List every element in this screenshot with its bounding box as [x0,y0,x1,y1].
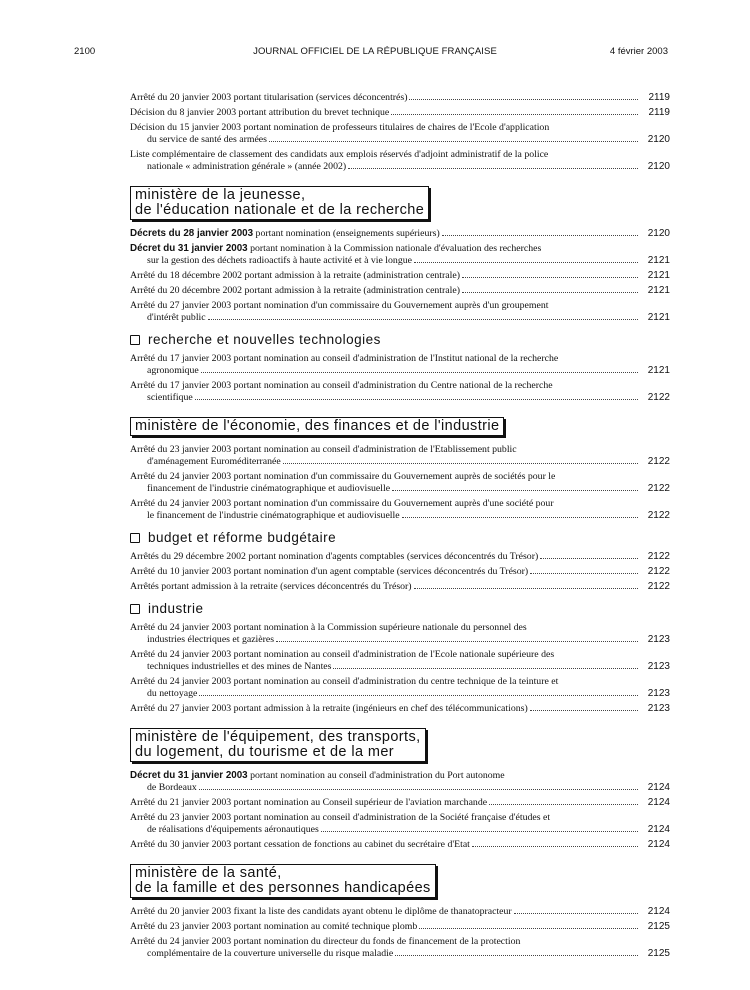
ministry-heading [130,864,436,898]
ministry-heading-line: du logement, du tourisme et de la mer [135,744,395,760]
entry-page-number: 2125 [647,948,670,959]
entry-title [130,703,642,715]
toc-entry[interactable] [130,444,670,468]
entry-line-text: du service de santé des armées [147,134,267,145]
entry-title [130,936,642,960]
ministry-heading [130,186,429,220]
entry-title [130,622,642,646]
entry-page-number: 2120 [647,134,670,145]
entry-page-number: 2121 [647,312,670,323]
entry-line-text: techniques industrielles et des mines de Nantes [147,661,332,672]
entry-page-number: 2122 [647,581,670,592]
entry-line-text: d'aménagement Euroméditerranée [147,456,281,467]
page-number: 2100 [74,46,96,57]
entry-page-number: 2123 [647,703,670,714]
entry-title [130,122,642,146]
entry-line [130,107,642,119]
toc-entry[interactable] [130,498,670,522]
entry-page-number: 2124 [647,824,670,835]
entry-line-text: scientifique [147,392,193,403]
entry-line [130,649,642,661]
ministry-heading-wrap [130,407,670,444]
entry-line [130,312,642,324]
entry-line [130,380,642,392]
entry-page-number: 2119 [648,107,670,118]
toc-entry[interactable] [130,471,670,495]
entry-line-text: Arrêté du 24 janvier 2003 portant nomination à la Commission supérieure nationale du personnel des [130,622,527,633]
entry-page-number: 2122 [647,392,670,403]
entry-line-text: Arrêtés du 29 décembre 2002 portant nomination d'agents comptables (services déconcentrés du Trésor) [130,551,539,562]
entry-line-rest: portant nomination (enseignements supérieurs) [253,228,440,239]
entry-title [130,270,642,282]
toc-entry[interactable] [130,797,670,809]
entry-line [130,353,642,365]
entry-line-text: Arrêté du 23 janvier 2003 portant nomination au comité technique plomb [130,921,418,932]
entry-line [130,551,642,563]
dot-leader [208,319,638,320]
entry-line [130,456,642,468]
entry-line [130,936,642,948]
entry-line-text: Arrêté du 30 janvier 2003 portant cessation de fonctions au cabinet du secrétaire d'Etat [130,839,470,850]
dot-leader [489,804,638,805]
entry-line-text: Arrêté du 23 janvier 2003 portant nomination au conseil d'administration de la Société française d'études et [130,812,551,823]
dot-leader [409,99,638,100]
entry-line-text [130,243,541,255]
dot-leader [199,789,638,790]
toc-entry[interactable] [130,551,670,563]
entry-line [130,824,642,836]
dot-leader [402,517,638,518]
entry-page-number: 2124 [647,797,670,808]
toc-entry[interactable] [130,228,670,240]
toc-entry[interactable] [130,285,670,297]
toc-entry[interactable] [130,770,670,794]
entry-title [130,285,642,297]
entry-page-number: 2121 [647,365,670,376]
entry-line [130,581,642,593]
entry-line-text: du nettoyage [147,688,198,699]
entry-title [130,839,642,851]
entry-title [130,300,642,324]
ministry-heading-line: ministère de la santé, [135,865,282,881]
entry-line-text: Décision du 8 janvier 2003 portant attribution du brevet technique [130,107,390,118]
journal-title: JOURNAL OFFICIEL DE LA RÉPUBLIQUE FRANÇAISE [253,46,497,57]
toc-entry[interactable] [130,380,670,404]
entry-line-text: de Bordeaux [147,782,197,793]
entry-line-text: Arrêté du 10 janvier 2003 portant nomination d'un agent comptable (services déconcentrés du Trésor) [130,566,529,577]
toc-entry[interactable] [130,243,670,267]
entry-line [130,812,642,824]
entry-line [130,270,642,282]
entry-line-text: d'intérêt public [147,312,206,323]
ministry-heading [130,417,504,436]
entry-line [130,661,642,673]
toc-entry[interactable] [130,566,670,578]
toc-entry[interactable] [130,353,670,377]
dot-leader [333,668,638,669]
entry-title [130,551,642,563]
dot-leader [391,114,638,115]
entry-line [130,839,642,851]
entry-page-number: 2122 [647,456,670,467]
sub-section-title: budget et réforme budgétaire [148,530,337,545]
entry-line [130,483,642,495]
dot-leader [392,490,638,491]
toc-entry[interactable] [130,676,670,700]
entry-line [130,797,642,809]
entry-line [130,243,642,255]
toc-entry[interactable] [130,622,670,646]
dot-leader [276,641,638,642]
dot-leader [321,831,638,832]
entry-line [130,122,642,134]
entry-title [130,107,642,119]
toc-entry[interactable] [130,812,670,836]
entry-title [130,353,642,377]
dot-leader [530,573,638,574]
entry-page-number: 2124 [647,782,670,793]
entry-line [130,285,642,297]
entry-line-text: Arrêté du 20 janvier 2003 fixant la liste des candidats ayant obtenu le diplôme de thanatopracteur [130,906,512,917]
entry-page-number: 2125 [647,921,670,932]
entry-line [130,782,642,794]
entry-title [130,649,642,673]
entry-line-text: Arrêté du 18 décembre 2002 portant admission à la retraite (administration centrale) [130,270,460,281]
sub-section-title: industrie [148,601,204,616]
entry-line [130,92,642,104]
checkbox-square-icon [130,533,140,543]
ministry-heading-line: de la famille et des personnes handicapées [135,880,431,896]
dot-leader [283,463,638,464]
ministry-heading-wrap [130,176,670,228]
entry-title [130,566,642,578]
entry-line-text: Arrêté du 17 janvier 2003 portant nomination au conseil d'administration du Centre national de la recherche [130,380,553,391]
entry-line-text: Arrêté du 23 janvier 2003 portant nomination au conseil d'administration de l'Etablissement public [130,444,517,455]
entry-line-text: Arrêté du 24 janvier 2003 portant nomination d'un commissaire du Gouvernement auprès d'une société pour [130,498,554,509]
ministry-heading [130,728,426,762]
entry-page-number: 2123 [647,661,670,672]
ministry-heading-wrap [130,854,670,906]
dot-leader [199,695,638,696]
entry-line [130,471,642,483]
entry-page-number: 2122 [647,510,670,521]
entry-line-text: financement de l'industrie cinématographique et audiovisuelle [147,483,391,494]
sub-section-heading [130,332,670,347]
dot-leader [514,913,638,914]
sub-section-title: recherche et nouvelles technologies [148,332,381,347]
ministry-heading-wrap [130,718,670,770]
ministry-heading-line: ministère de l'économie, des finances et de l'industrie [135,418,500,434]
entry-title [130,676,642,700]
entry-page-number: 2124 [647,906,670,917]
entry-line-text: nationale « administration générale » (année 2002) [147,161,347,172]
ministry-heading-line: ministère de l'équipement, des transports, [135,729,421,745]
entry-line [130,161,642,173]
entry-line [130,921,642,933]
entry-line [130,948,642,960]
toc-entry[interactable] [130,270,670,282]
checkbox-square-icon [130,335,140,345]
entry-line-text: Arrêté du 21 janvier 2003 portant nomination au Conseil supérieur de l'aviation marchande [130,797,488,808]
entry-line-text: Arrêté du 27 janvier 2003 portant admission à la retraite (ingénieurs en chef des télécommunications) [130,703,528,714]
entry-line-text: Arrêté du 24 janvier 2003 portant nomination d'un commissaire du Gouvernement auprès de sociétés pour le [130,471,556,482]
toc-entry[interactable] [130,122,670,146]
entry-title [130,770,642,794]
entry-line-text [130,228,440,240]
toc-entry[interactable] [130,149,670,173]
entry-line [130,622,642,634]
entry-bold-lead: Décret du 31 janvier 2003 [130,243,248,254]
entry-line-text: Arrêté du 24 janvier 2003 portant nomination au conseil d'administration de l'Ecole nationale supérieure des [130,649,555,660]
entry-page-number: 2123 [647,688,670,699]
entry-line-text: complémentaire de la couverture universelle du risque maladie [147,948,394,959]
dot-leader [414,262,638,263]
dot-leader [195,399,638,400]
entry-title [130,921,642,933]
dot-leader [442,235,638,236]
toc-entry[interactable] [130,300,670,324]
entry-bold-lead: Décret du 31 janvier 2003 [130,770,248,781]
entry-bold-lead: Décrets du 28 janvier 2003 [130,228,254,239]
entry-line [130,300,642,312]
entry-page-number: 2122 [647,483,670,494]
toc-entry[interactable] [130,92,670,104]
entry-line-text: de réalisations d'équipements aéronautiques [147,824,319,835]
entry-line [130,392,642,404]
entry-page-number: 2122 [647,551,670,562]
dot-leader [201,372,638,373]
entry-line [130,444,642,456]
entry-line [130,255,642,267]
entry-line [130,676,642,688]
entry-line [130,906,642,918]
entry-line [130,688,642,700]
entry-line [130,566,642,578]
entry-line-text: Arrêté du 20 décembre 2002 portant admission à la retraite (administration centrale) [130,285,460,296]
dot-leader [462,292,638,293]
entry-line [130,365,642,377]
dot-leader [348,168,638,169]
toc-entry[interactable] [130,921,670,933]
entry-line [130,634,642,646]
entry-line-text: Arrêtés portant admission à la retraite (services déconcentrés du Trésor) [130,581,412,592]
entry-page-number: 2119 [648,92,670,103]
dot-leader [269,141,638,142]
entry-line [130,510,642,522]
entry-page-number: 2121 [647,285,670,296]
entry-line-text: Liste complémentaire de classement des candidats aux emplois réservés d'adjoint administratif de la police [130,149,549,160]
entry-page-number: 2120 [647,228,670,239]
entry-title [130,797,642,809]
entry-line-text: Arrêté du 17 janvier 2003 portant nomination au conseil d'administration de l'Institut national de la recherche [130,353,559,364]
entry-line [130,134,642,146]
toc-entry[interactable] [130,703,670,715]
issue-date: 4 février 2003 [609,46,668,57]
ministry-heading-line: ministère de la jeunesse, [135,187,306,203]
entry-title [130,471,642,495]
entry-line [130,703,642,715]
entry-page-number: 2122 [647,566,670,577]
entry-page-number: 2123 [647,634,670,645]
entry-line [130,149,642,161]
entry-page-number: 2121 [647,255,670,266]
ministry-heading-line: de l'éducation nationale et de la recherche [135,202,425,218]
sub-section-heading [130,601,670,616]
toc-entry[interactable] [130,839,670,851]
toc-entry[interactable] [130,107,670,119]
entry-title [130,906,642,918]
dot-leader [395,955,638,956]
entry-line-text: industries électriques et gazières [147,634,275,645]
dot-leader [540,558,638,559]
entry-line-text: Décision du 15 janvier 2003 portant nomination de professeurs titulaires de chaires de l'Ecole d'application [130,122,550,133]
toc-entry[interactable] [130,936,670,960]
entry-title [130,581,642,593]
dot-leader [462,277,638,278]
entry-title [130,228,642,240]
entry-line-rest: portant nomination au conseil d'administration du Port autonome [247,770,505,781]
toc-entry[interactable] [130,581,670,593]
entry-title [130,92,642,104]
entry-page-number: 2121 [647,270,670,281]
entry-title [130,380,642,404]
entry-line [130,228,642,240]
entry-title [130,498,642,522]
entry-line-rest: portant nomination à la Commission nationale d'évaluation des recherches [247,243,542,254]
sub-section-heading [130,530,670,545]
entry-line-text [130,770,505,782]
entry-line-text: Arrêté du 20 janvier 2003 portant titularisation (services déconcentrés) [130,92,408,103]
entry-page-number: 2120 [647,161,670,172]
entry-line [130,770,642,782]
entry-line-text: sur la gestion des déchets radioactifs à haute activité et à vie longue [147,255,412,266]
dot-leader [530,710,638,711]
entry-title [130,444,642,468]
dot-leader [414,588,638,589]
entry-title [130,812,642,836]
dot-leader [419,928,638,929]
entry-line-text: Arrêté du 24 janvier 2003 portant nomination du directeur du fonds de financement de la protection [130,936,521,947]
entry-title [130,243,642,267]
entry-line [130,498,642,510]
entry-line-text: le financement de l'industrie cinématographique et audiovisuelle [147,510,400,521]
entry-page-number: 2124 [647,839,670,850]
entry-line-text: Arrêté du 27 janvier 2003 portant nomination d'un commissaire du Gouvernement auprès d'un groupement [130,300,549,311]
table-of-contents [130,92,670,963]
entry-line-text: agronomique [147,365,199,376]
entry-title [130,149,642,173]
toc-entry[interactable] [130,649,670,673]
toc-entry[interactable] [130,906,670,918]
checkbox-square-icon [130,604,140,614]
entry-line-text: Arrêté du 24 janvier 2003 portant nomination au conseil d'administration du centre technique de la teinture et [130,676,559,687]
dot-leader [472,846,638,847]
running-head [0,46,750,60]
